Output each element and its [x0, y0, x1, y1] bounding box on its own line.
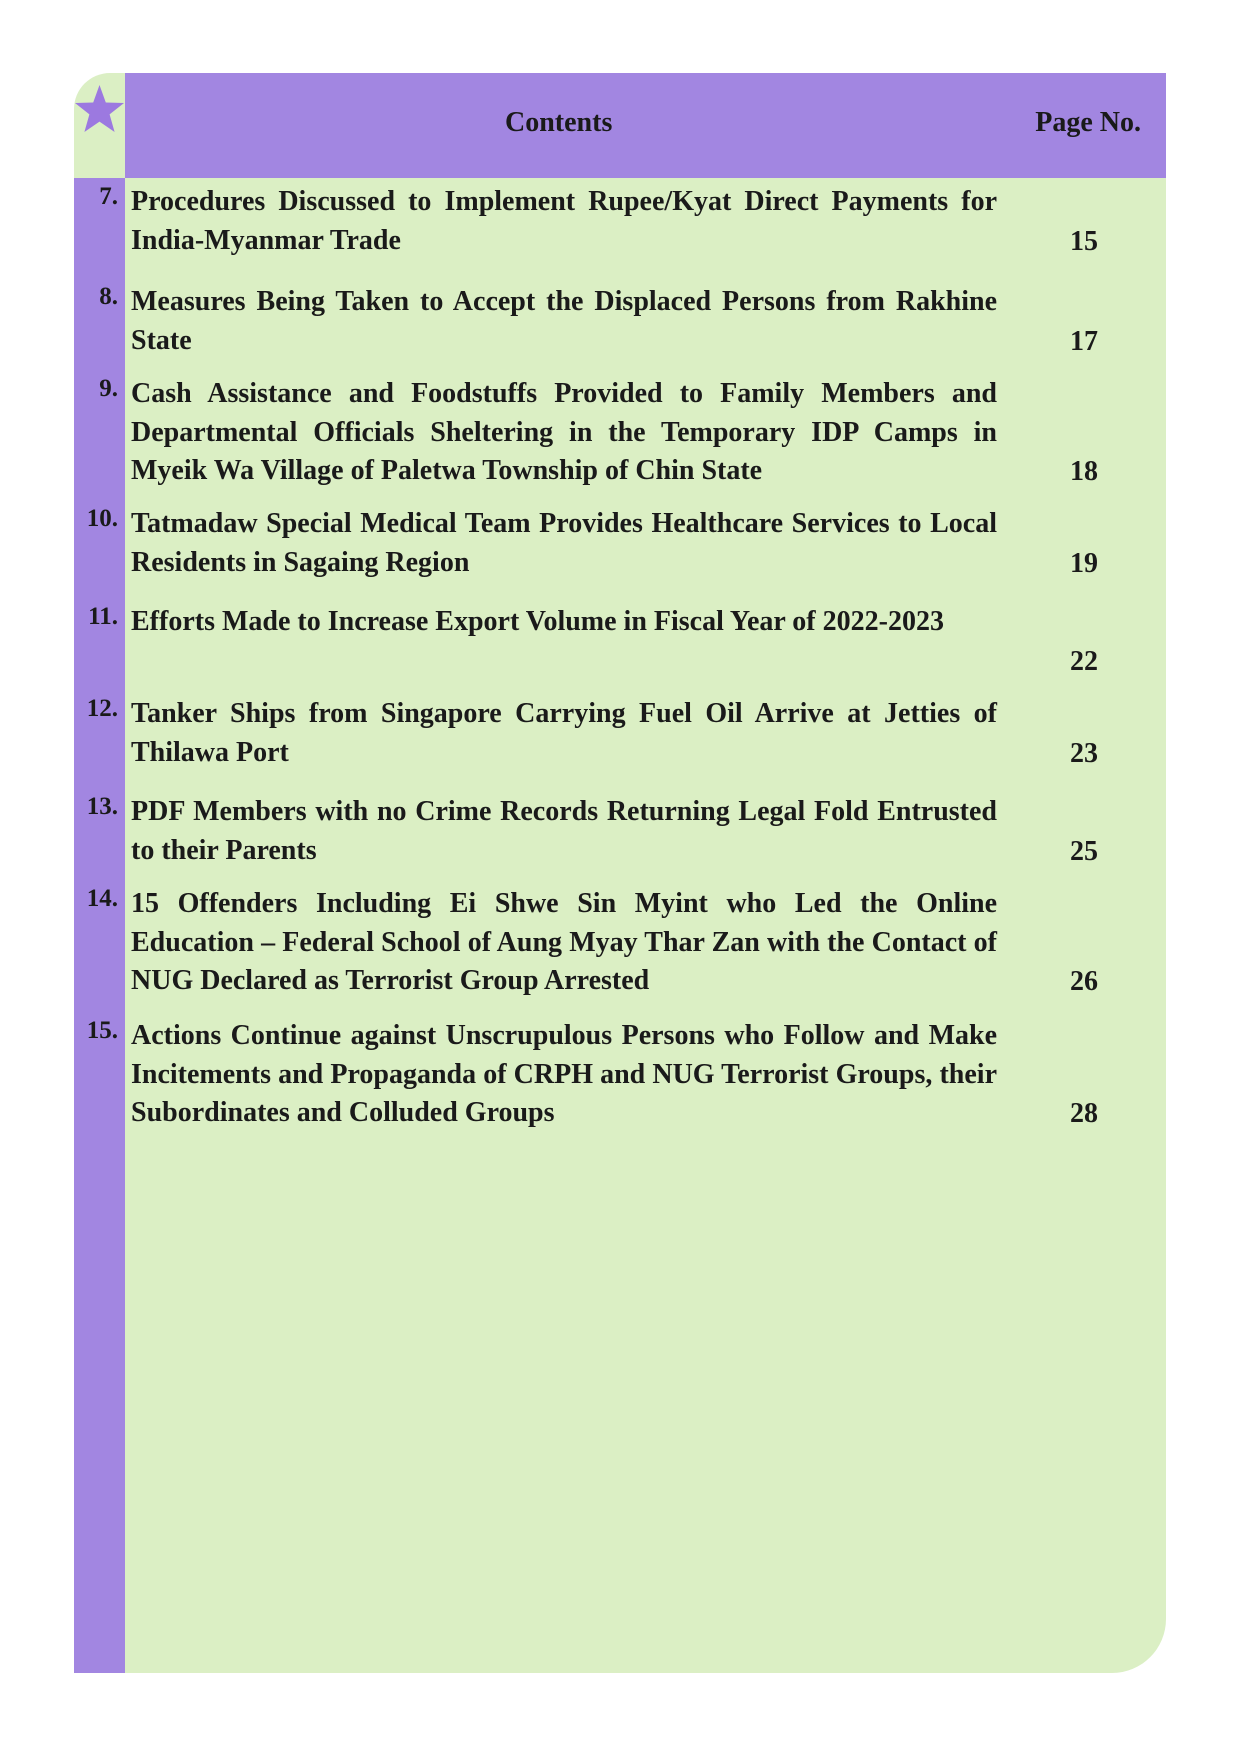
- entry-title: Actions Continue against Unscrupulous Persons who Follow and Make Incitements and Propaganda of CRPH and NUG Terrorist Groups, their Subordinates and Colluded Groups: [131, 1020, 997, 1128]
- contents-header: [125, 73, 1166, 178]
- entry-page-number: 25: [1070, 835, 1098, 867]
- entry-page-number: 26: [1070, 965, 1098, 997]
- entry-number: 7.: [99, 183, 118, 210]
- entry-title: Procedures Discussed to Implement Rupee/Kyat Direct Payments for India-Myanmar Trade: [131, 186, 997, 256]
- toc-entry[interactable]: [74, 603, 1166, 681]
- entry-page-number: 22: [1070, 645, 1098, 677]
- toc-entry[interactable]: [74, 793, 1166, 871]
- toc-entry[interactable]: [74, 885, 1166, 1001]
- entry-page-number: 19: [1070, 547, 1098, 579]
- entry-number: 15.: [86, 1017, 118, 1044]
- entry-page-number: 23: [1070, 737, 1098, 769]
- toc-entry[interactable]: [74, 1017, 1166, 1133]
- entry-title: 15 Offenders Including Ei Shwe Sin Myint who Led the Online Education – Federal School of Aung Myay Thar Zan with the Contact of NUG Declared as Terrorist Group Arrested: [131, 888, 997, 996]
- toc-entry[interactable]: [74, 375, 1166, 491]
- toc-entry[interactable]: [74, 505, 1166, 583]
- entry-title: Tanker Ships from Singapore Carrying Fuel Oil Arrive at Jetties of Thilawa Port: [131, 698, 997, 768]
- entry-number: 14.: [86, 885, 118, 912]
- entry-number: 8.: [99, 283, 118, 310]
- contents-panel: [74, 73, 1166, 1673]
- entry-number: 9.: [99, 375, 118, 402]
- entry-page-number: 28: [1070, 1097, 1098, 1129]
- contents-heading: Contents: [505, 107, 613, 138]
- entry-title: Measures Being Taken to Accept the Displaced Persons from Rakhine State: [131, 286, 997, 356]
- toc-entry[interactable]: [74, 283, 1166, 361]
- entry-number: 13.: [86, 793, 118, 820]
- entry-page-number: 17: [1070, 325, 1098, 357]
- toc-entry[interactable]: [74, 183, 1166, 261]
- entry-page-number: 15: [1070, 225, 1098, 257]
- entry-number: 11.: [88, 603, 118, 630]
- entry-page-number: 18: [1070, 455, 1098, 487]
- entry-title: Efforts Made to Increase Export Volume in Fiscal Year of 2022-2023: [131, 606, 944, 637]
- entry-title: Tatmadaw Special Medical Team Provides Healthcare Services to Local Residents in Sagaing Region: [131, 508, 997, 578]
- entry-number: 12.: [86, 695, 118, 722]
- entry-title: Cash Assistance and Foodstuffs Provided to Family Members and Departmental Officials Sheltering in the Temporary IDP Camps in Myeik Wa Village of Paletwa Township of Chin State: [131, 378, 997, 486]
- entry-title: PDF Members with no Crime Records Returning Legal Fold Entrusted to their Parents: [131, 796, 997, 866]
- star-icon: [74, 81, 125, 141]
- toc-entry[interactable]: [74, 695, 1166, 773]
- page-no-heading: Page No.: [1035, 107, 1141, 138]
- entry-number: 10.: [86, 505, 118, 532]
